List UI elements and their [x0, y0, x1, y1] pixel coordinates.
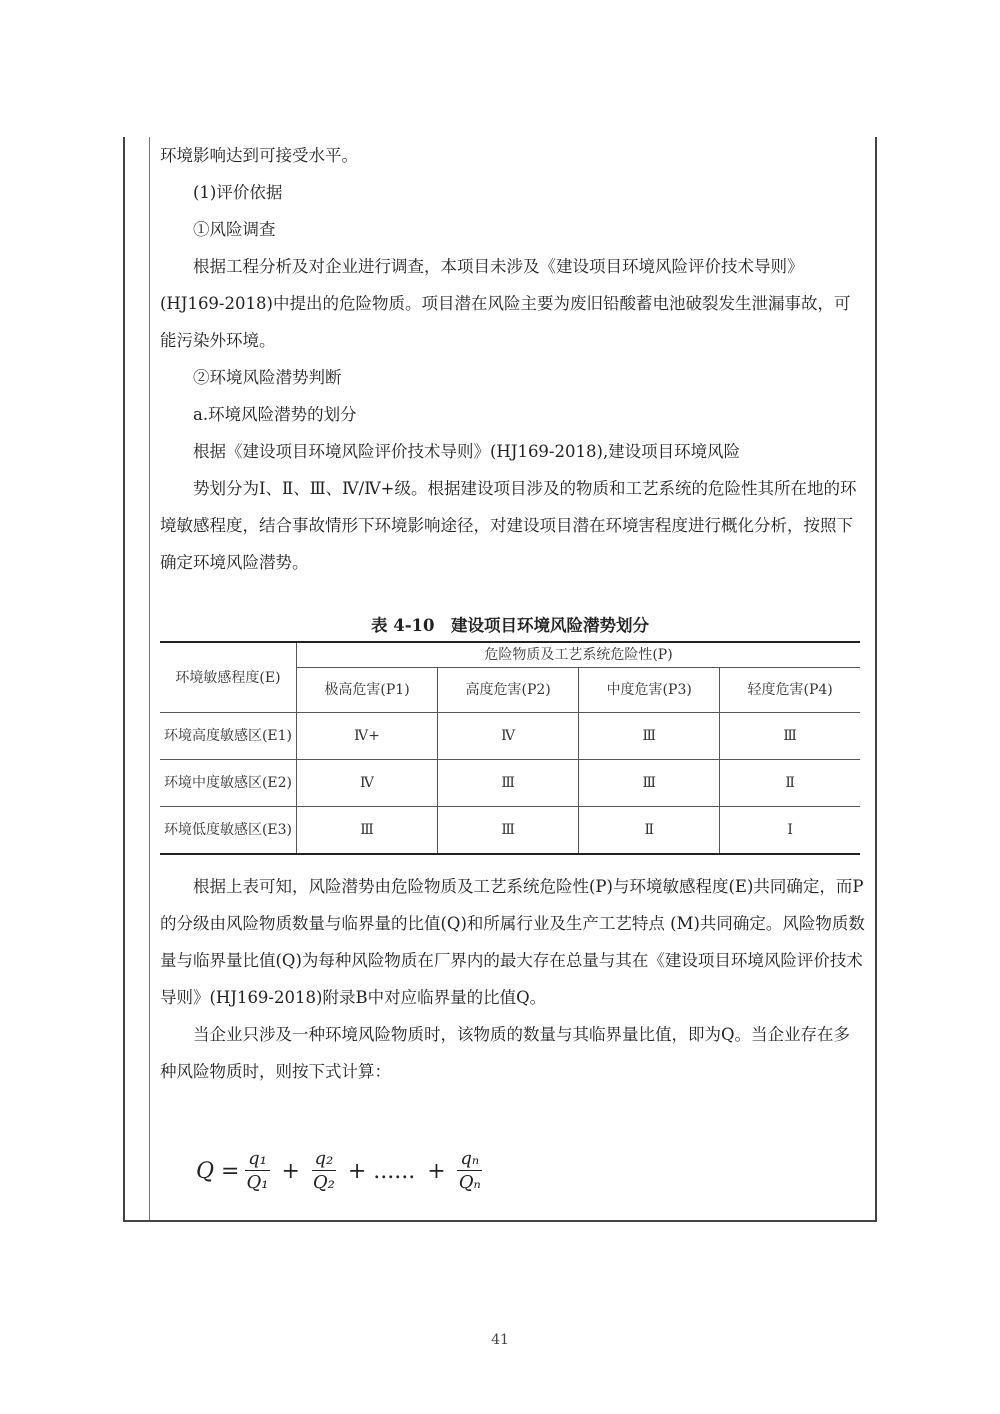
column-header: 中度危害(P3)	[579, 668, 720, 713]
table-cell: Ⅲ	[720, 713, 860, 760]
formula-plus-2: +	[427, 1159, 446, 1184]
table-cell: Ⅲ	[579, 760, 720, 807]
paragraph: a.环境风险潜势的划分	[193, 405, 357, 424]
formula-term-n	[456, 1148, 484, 1195]
paragraph: 根据上表可知，风险潜势由危险物质及工艺系统危险性(P)与环境敏感程度(E)共同确定，而P的分级由风险物质数量与临界量的比值(Q)和所属行业及生产工艺特点 (M)共同确定。风险物质数量与临界量比值(Q)为每种风险物质在厂界内的最大存在总量与其在《建设项目环境风险评价技术导则》(HJ169-2018)附录B中对应临界量的比值Q。	[160, 877, 865, 1007]
formula-term-2	[310, 1148, 338, 1195]
table-cell: Ⅰ	[720, 807, 860, 855]
paragraph: 根据《建设项目环境风险评价技术导则》(HJ169-2018),建设项目环境风险	[193, 442, 741, 461]
formula-term-2-numerator: q₂	[312, 1148, 337, 1171]
table-cell: Ⅲ	[438, 760, 579, 807]
paragraph: ①风险调查	[193, 220, 276, 239]
group-header: 危险物质及工艺系统危险性(P)	[297, 642, 861, 668]
risk-potential-table	[160, 641, 860, 855]
row-label: 环境高度敏感区(E1)	[160, 713, 297, 760]
column-header: 高度危害(P2)	[438, 668, 579, 713]
row-label: 环境中度敏感区(E2)	[160, 760, 297, 807]
paragraph: 势划分为Ⅰ、Ⅱ、Ⅲ、Ⅳ/Ⅳ+级。根据建设项目涉及的物质和工艺系统的危险性其所在地的环境敏感程度，结合事故情形下环境影响途径，对建设项目潜在环境害程度进行概化分析，按照下确定环境风险潜势。	[160, 479, 857, 572]
table-row	[160, 760, 860, 807]
formula-term-n-denominator: Qₙ	[458, 1172, 481, 1193]
table-cell: Ⅲ	[438, 807, 579, 855]
bottom-text-block	[160, 868, 866, 1090]
q-formula	[196, 1148, 488, 1195]
formula-term-1-denominator: Q₁	[246, 1172, 269, 1193]
row-label: 环境低度敏感区(E3)	[160, 807, 297, 855]
formula-term-n-numerator: qₙ	[457, 1148, 482, 1171]
paragraph: 根据工程分析及对企业进行调查，本项目未涉及《建设项目环境风险评价技术导则》(HJ169-2018)中提出的危险物质。项目潜在风险主要为废旧铅酸蓄电池破裂发生泄漏事故，可能污染外环境。	[160, 257, 851, 350]
top-text-block	[160, 137, 866, 581]
formula-ellipsis: + ......	[347, 1159, 416, 1184]
page-number: 41	[491, 1332, 509, 1348]
table-cell: Ⅱ	[720, 760, 860, 807]
paragraph: 环境影响达到可接受水平。	[160, 146, 358, 165]
formula-plus: +	[281, 1159, 300, 1184]
formula-term-1	[243, 1148, 271, 1195]
table-title: 表 4-10 建设项目环境风险潜势划分	[370, 616, 650, 635]
table-row	[160, 807, 860, 855]
table-cell: Ⅳ+	[297, 713, 438, 760]
formula-lhs: Q =	[196, 1159, 240, 1184]
paragraph: ②环境风险潜势判断	[193, 368, 342, 387]
table-cell: Ⅱ	[579, 807, 720, 855]
formula-term-1-numerator: q₁	[245, 1148, 270, 1171]
table-cell: Ⅳ	[297, 760, 438, 807]
frame-inner-rule	[149, 137, 150, 1220]
table-row	[160, 713, 860, 760]
table-cell: Ⅳ	[438, 713, 579, 760]
formula-term-2-denominator: Q₂	[312, 1172, 335, 1193]
column-header: 极高危害(P1)	[297, 668, 438, 713]
column-header: 轻度危害(P4)	[720, 668, 860, 713]
table-cell: Ⅲ	[297, 807, 438, 855]
table-cell: Ⅲ	[579, 713, 720, 760]
paragraph: 当企业只涉及一种环境风险物质时，该物质的数量与其临界量比值，即为Q。当企业存在多种风险物质时，则按下式计算：	[160, 1025, 851, 1081]
corner-header: 环境敏感程度(E)	[160, 642, 297, 713]
paragraph: (1)评价依据	[193, 183, 283, 202]
